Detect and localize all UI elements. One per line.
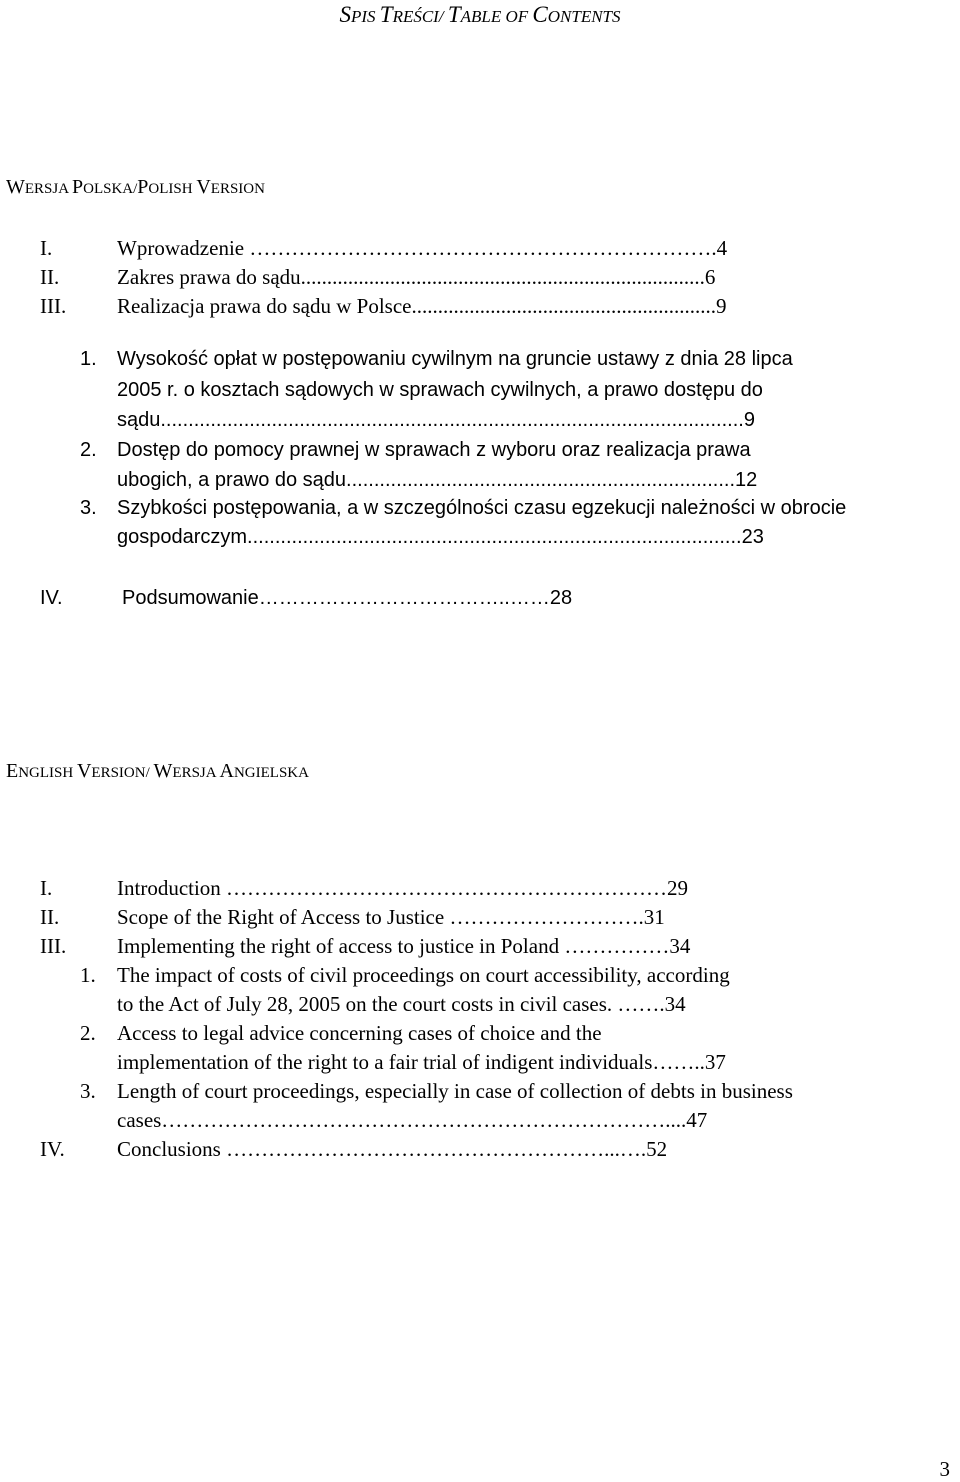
toc-text: Szybkości postępowania, a w szczególności czasu egzekucji należności w obrocie [117, 497, 847, 519]
toc-number: III. [40, 934, 67, 958]
toc-entry-legal-aid-pl-cont [117, 466, 757, 494]
toc-text: Zakres prawa do sądu.............................................................................6 [117, 265, 716, 289]
title-part: REŚCI/ [392, 7, 448, 26]
toc-text: Length of court proceedings, especially in case of collection of debts in business [117, 1079, 793, 1103]
toc-entry-length-en[interactable] [80, 1077, 793, 1105]
heading-part: W [153, 760, 173, 782]
toc-entry-scope-en[interactable] [40, 903, 665, 931]
toc-entry-costs-en-cont [117, 990, 686, 1018]
page-number: 3 [939, 1457, 950, 1481]
heading-part: P [137, 176, 149, 198]
toc-text: Realizacja prawa do sądu w Polsce..........................................................9 [117, 294, 727, 318]
toc-entry-implementation-en[interactable] [40, 932, 691, 960]
heading-part: A [219, 760, 234, 782]
toc-number: II. [40, 265, 60, 289]
toc-number: II. [40, 905, 60, 929]
toc-text: to the Act of July 28, 2005 on the court costs in civil cases. …….34 [117, 992, 686, 1016]
english-version-heading [6, 760, 309, 783]
toc-number: III. [40, 294, 67, 318]
toc-entry-scope-pl[interactable] [40, 263, 716, 291]
toc-entry-costs-pl[interactable] [80, 345, 793, 373]
toc-entry-implementation-pl[interactable] [40, 292, 727, 320]
toc-number: 1. [80, 963, 96, 987]
heading-part: ERSJA [172, 765, 220, 781]
toc-entry-costs-pl-cont2 [117, 406, 755, 434]
toc-number: 2. [80, 1021, 96, 1045]
toc-number: IV. [40, 587, 63, 609]
toc-text: 2005 r. o kosztach sądowych w sprawach cywilnych, a prawo dostępu do [117, 379, 763, 401]
heading-part: E [6, 760, 19, 782]
heading-part: P [72, 176, 84, 198]
heading-part: OLISH [148, 181, 197, 197]
heading-part: NGLISH [18, 765, 77, 781]
heading-part: ERSION/ [91, 765, 154, 781]
toc-entry-length-en-cont [117, 1106, 707, 1134]
toc-entry-intro-en[interactable] [40, 874, 689, 902]
toc-entry-conclusions-en[interactable] [40, 1135, 668, 1163]
toc-entry-intro-pl[interactable] [40, 234, 728, 262]
toc-text: Scope of the Right of Access to Justice ……………………….31 [117, 905, 665, 929]
toc-text: Wysokość opłat w postępowaniu cywilnym na gruncie ustawy z dnia 28 lipca [117, 348, 793, 370]
toc-entry-legal-advice-en-cont [117, 1048, 726, 1076]
toc-text: cases………………………………………………………………....47 [117, 1108, 708, 1132]
heading-part: W [6, 176, 25, 198]
toc-number: 3. [80, 1079, 96, 1103]
toc-text: Implementing the right of access to justice in Poland ……………34 [117, 934, 691, 958]
toc-number: I. [40, 876, 53, 900]
heading-part: OLSKA/ [83, 181, 138, 197]
toc-entry-costs-en[interactable] [80, 961, 730, 989]
title-part: T [447, 2, 461, 27]
toc-text: Introduction ………………………………………………………29 [117, 876, 689, 900]
title-part: ABLE OF [460, 7, 533, 26]
title-part: ONTENTS [547, 7, 621, 26]
heading-part: NGIELSKA [233, 765, 309, 781]
title-part: PIS [350, 7, 380, 26]
toc-number: 2. [80, 439, 97, 461]
toc-entry-legal-aid-pl[interactable] [80, 436, 751, 464]
toc-text: implementation of the right to a fair trial of indigent individuals……..37 [117, 1050, 726, 1074]
toc-number: I. [40, 236, 53, 260]
toc-text: Podsumowanie………………………………..……28 [122, 587, 573, 609]
heading-part: ERSION [210, 181, 265, 197]
toc-text: Wprowadzenie ………………………………………………………….4 [117, 236, 728, 260]
heading-part: ERSJA [24, 181, 72, 197]
toc-text: gospodarczym.........................................................................................23 [117, 526, 764, 548]
toc-text: Dostęp do pomocy prawnej w sprawach z wyboru oraz realizacja prawa [117, 439, 751, 461]
toc-text: ubogich, a prawo do sądu......................................................................12 [117, 469, 758, 491]
title-part: C [532, 2, 548, 27]
page-title [0, 2, 960, 30]
toc-text: Conclusions ………………………………………………...….52 [117, 1137, 668, 1161]
toc-text: Access to legal advice concerning cases of choice and the [117, 1021, 602, 1045]
toc-number: 3. [80, 497, 97, 519]
toc-text: sądu.........................................................................................................9 [117, 409, 755, 431]
toc-entry-summary-pl[interactable] [40, 584, 573, 612]
toc-text: The impact of costs of civil proceedings on court accessibility, according [117, 963, 730, 987]
toc-entry-speed-pl[interactable] [80, 494, 847, 522]
toc-entry-legal-advice-en[interactable] [80, 1019, 602, 1047]
heading-part: V [196, 176, 211, 198]
title-part: S [339, 2, 351, 27]
toc-entry-costs-pl-cont [117, 376, 763, 404]
toc-number: 1. [80, 348, 97, 370]
polish-version-heading [6, 176, 265, 199]
toc-entry-speed-pl-cont [117, 523, 764, 551]
title-part: T [379, 2, 393, 27]
toc-number: IV. [40, 1137, 65, 1161]
heading-part: V [76, 760, 92, 782]
